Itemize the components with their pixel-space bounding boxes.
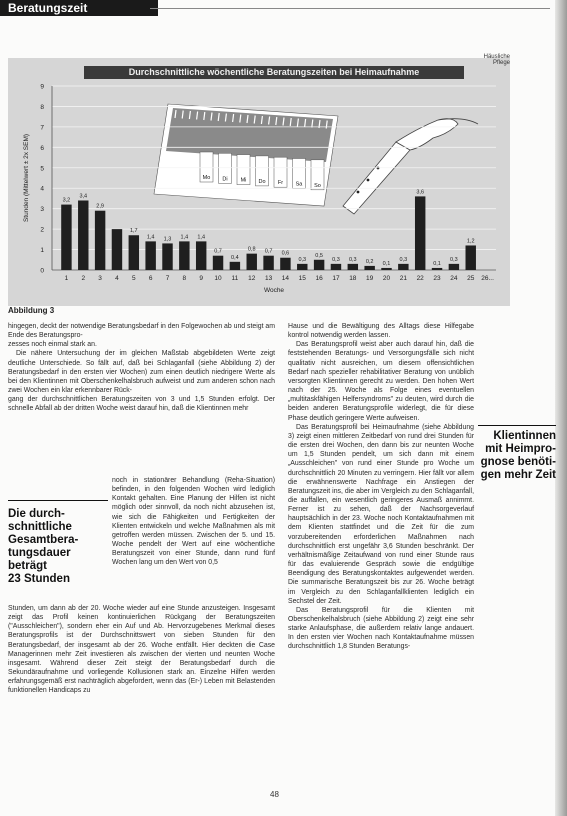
x-tick-label: 2 bbox=[81, 275, 86, 282]
data-label: 2,9 bbox=[96, 203, 104, 210]
page-edge-shadow bbox=[555, 0, 567, 816]
y-tick-label: 3 bbox=[40, 206, 44, 214]
x-tick-label: 11 bbox=[231, 275, 239, 282]
data-label: 3,6 bbox=[416, 189, 425, 196]
paragraph: noch in stationärer Behandlung (Reha-Situation) befinden, in den folgenden Wochen wird lediglich Kontakt gehalten. Eine Planung der Hilfen ist nicht möglich oder sinnvoll, da noch nicht abzusehen ist, wie sich die Fähigkeiten und Fertigkeiten der Klienten entwickeln und welche Maßnahmen als mit getroffen werden müssen. Zwischen der 5. und 15. Woche pendelt der Wert auf eine wöchentliche Beratungszeit von einer Stunde, dann rund fünf Wochen lang um den Wert von 0,5 bbox=[112, 477, 275, 567]
data-label: 1,4 bbox=[180, 234, 189, 241]
data-label: 0,1 bbox=[382, 260, 391, 267]
bar bbox=[61, 205, 71, 270]
bar bbox=[348, 264, 358, 270]
data-label: 0,7 bbox=[214, 248, 222, 255]
pull-quote-line: 23 Stunden bbox=[8, 573, 70, 585]
pull-quote-line: mit Heimpro- bbox=[485, 443, 556, 455]
bar bbox=[162, 243, 172, 270]
x-tick-label: 12 bbox=[248, 275, 256, 282]
x-axis-label: Woche bbox=[263, 287, 285, 294]
y-tick-label: 5 bbox=[40, 165, 44, 173]
bar bbox=[112, 229, 122, 270]
bar bbox=[145, 241, 155, 270]
data-label: 0,5 bbox=[315, 252, 323, 259]
data-label: 0,3 bbox=[298, 256, 307, 263]
pull-quote-right bbox=[478, 430, 556, 482]
x-tick-label: 26... bbox=[481, 275, 494, 282]
x-tick-label: 13 bbox=[264, 275, 273, 282]
x-tick-label: 21 bbox=[399, 275, 407, 282]
x-tick-label: 25 bbox=[467, 275, 475, 282]
x-tick-label: 6 bbox=[148, 275, 153, 282]
data-label: 0,7 bbox=[264, 248, 273, 255]
data-label: 1,7 bbox=[129, 228, 138, 235]
chart-title: Durchschnittliche wöchentliche Beratungszeiten bei Heimaufnahme bbox=[84, 66, 464, 79]
data-label: 0,3 bbox=[332, 256, 340, 263]
x-tick-label: 14 bbox=[281, 275, 290, 282]
x-tick-label: 15 bbox=[298, 275, 306, 282]
hand-illustration bbox=[343, 119, 478, 214]
calendar-illustration bbox=[154, 104, 338, 206]
pull-quote-line: gen mehr Zeit bbox=[480, 469, 556, 481]
x-tick-label: 1 bbox=[64, 275, 69, 282]
data-label: 1,2 bbox=[466, 238, 475, 245]
pull-quote-left bbox=[8, 508, 108, 586]
bar-chart bbox=[8, 58, 510, 306]
x-tick-label: 22 bbox=[416, 275, 424, 282]
bar bbox=[280, 258, 290, 270]
calendar-day-label: Mo bbox=[202, 175, 211, 181]
text-column-left-top bbox=[8, 322, 275, 414]
calendar-day-label: Fr bbox=[277, 180, 284, 187]
paragraph: Das Beratungsprofil weist aber auch darauf hin, daß die feststehenden Beratungs- und Versorgungsfälle sich nicht qualitativ nicht ausreichen, um diesem offensichtlichen Bedarf nach spezieller rehabilitativer Beratung von unüblich versorgten Klientinnen gerecht zu werden. Den hohen Wert nach der 25. Woche als Folge eines eventuellen „multitaskfähigen Helfersyndroms" zu deuten, wird durch die beiden anderen Beratungsprofile widerlegt, die für diese Phase deutlich geringere Werte aufweisen. bbox=[288, 341, 474, 422]
chart-logo: Häusliche Pflege bbox=[483, 54, 510, 66]
sidebar-rule bbox=[478, 425, 556, 426]
data-label: 1,4 bbox=[146, 234, 155, 241]
bar bbox=[179, 241, 189, 270]
bar bbox=[364, 266, 374, 270]
figure-caption: Abbildung 3 bbox=[8, 306, 55, 315]
x-tick-label: 24 bbox=[450, 275, 458, 282]
data-label: 0,6 bbox=[281, 250, 290, 257]
data-label: 0,4 bbox=[231, 254, 239, 261]
sidebar-rule bbox=[8, 500, 108, 501]
bar bbox=[247, 254, 257, 270]
y-tick-label: 0 bbox=[40, 267, 44, 275]
x-tick-label: 4 bbox=[115, 275, 119, 282]
pull-quote-line: Die durch- bbox=[8, 508, 65, 520]
x-tick-label: 23 bbox=[433, 275, 441, 282]
x-tick-label: 10 bbox=[214, 275, 222, 282]
data-label: 3,2 bbox=[62, 197, 71, 204]
pull-quote-line: schnittliche bbox=[8, 521, 72, 533]
y-tick-label: 2 bbox=[40, 226, 44, 234]
text-column-left-bottom bbox=[8, 604, 275, 696]
calendar-day-label: Mi bbox=[240, 177, 247, 184]
data-label: 1,3 bbox=[163, 236, 172, 243]
paragraph: Das Beratungsprofil für die Klienten mit Oberschenkelhalsbruch (siehe Abbildung 2) zeigt eine sehr starke Anlaufsphase, die außerdem relativ lange andauert. In den ersten vier Wochen nach Kontaktaufnahme müssen durchschnittlich 1,8 Stunden Beratungs- bbox=[288, 606, 474, 651]
pull-quote-line: beträgt bbox=[8, 560, 47, 572]
data-label: 1,4 bbox=[197, 234, 206, 241]
bar bbox=[466, 245, 476, 270]
x-tick-label: 19 bbox=[366, 275, 374, 282]
data-label: 0,8 bbox=[247, 246, 256, 253]
x-tick-label: 8 bbox=[182, 275, 187, 282]
x-tick-label: 20 bbox=[382, 275, 391, 282]
pull-quote-line: gnose benöti- bbox=[480, 456, 556, 468]
bar bbox=[230, 262, 240, 270]
data-label: 0,3 bbox=[450, 256, 458, 263]
bar bbox=[314, 260, 324, 270]
paragraph: gang der durchschnittlichen Beratungszeiten von 3 und 1,5 Stunden erfolgt. Der schnelle Abfall ab der dritten Woche weist darauf hin, daß die Klientinnen mehr bbox=[8, 396, 275, 413]
paragraph: Stunden, um dann ab der 20. Woche wieder auf eine Stunde anzusteigen. Insgesamt zeigt das Profil keinen kontinuierlichen Rückgang der Beratungszeiten ("Ausschleichen"), sondern eher ein Auf und Ab. Hervorzugebenes Merkmal dieses Beratungsprofils ist der Durchschnittswert von sieben Stunden für den Beratungsbedarf, der insgesamt ab der 26. Woche entfällt. Hier deckten die Case Managerinnen mehr Zeit investieren als zwischen der vierten und neunten Woche insgesamt. Während dieser Zeit steigt der Beratungsbedarf durch die Sekundäraufnahme und vorliegende Kollusionen stark an. Einzelne Hilfen werden erfahrungsgemäß erst nachträglich abgefordert, wenn das (Er-) Leben mit Belastenden funktionellen Handicaps zu bbox=[8, 605, 275, 695]
paragraph: Das Beratungsprofil bei Heimaufnahme (siehe Abbildung 3) zeigt einen mittleren Zeitbedarf von rund drei Stunden für die ersten drei Wochen, den dann bis zur neunten Woche um 1,5 Stunden pendelt, um sich dann mit einem „Ausschleichen" von rund einer Stunde pro Woche um durchschnittlich 20 Minuten zu verringern. Hier fällt vor allem die erwähnenswerte Nachfrage ein Anstiegen der Beratungszeit ins, die aber im Vergleich zu den Schlaganfall, die auffallen, ein wesentlich geringeres Ausmaß annimmt. Ferner ist zu sehen, daß der Nachsorgeverlauf hauptsächlich in der 23. Woche noch Kontaktaufnahmen mit dem Klienten stattfindet und die Zeit für die zum vorzubereitenden erforderlichen Maßnahmen nach durchschnittlich erst ungefähr 3,6 Stunden beschränkt. Der verhältnismäßige Zeitaufwand von rund einer Stunde raus für das evaluierende Gespräch sowie die endgültige Beendigung des Beratungskontaktes aufgewendet werden. Die summarische Beratungszeit bis zur 26. Woche beträgt im Vergleich zu den Schlaganfallklienten lediglich ein Sechstel der Zeit. bbox=[288, 423, 474, 605]
x-tick-label: 16 bbox=[315, 275, 323, 282]
pull-quote-line: Gesamtbera- bbox=[8, 534, 79, 546]
y-tick-label: 8 bbox=[40, 103, 44, 111]
data-label: 0,3 bbox=[399, 256, 408, 263]
bar bbox=[432, 268, 442, 270]
x-tick-label: 18 bbox=[349, 275, 357, 282]
data-label: 0,3 bbox=[348, 256, 357, 263]
bar bbox=[449, 264, 459, 270]
y-tick-label: 6 bbox=[40, 144, 44, 152]
y-tick-label: 1 bbox=[40, 247, 44, 255]
page-number: 48 bbox=[270, 790, 279, 799]
paragraph: zesses noch einmal stark an. bbox=[8, 341, 97, 349]
data-label: 0,1 bbox=[433, 260, 441, 267]
header-rule bbox=[150, 8, 550, 9]
bar bbox=[415, 196, 425, 270]
x-tick-label: 5 bbox=[131, 275, 136, 282]
bar bbox=[213, 256, 223, 270]
data-label: 3,4 bbox=[79, 193, 88, 200]
y-tick-label: 4 bbox=[40, 185, 44, 193]
bar bbox=[196, 241, 206, 270]
bar bbox=[398, 264, 408, 270]
paragraph: Hause und die Bewältigung des Alltags diese Hilfegabe kontrol notwendig werden lassen. bbox=[288, 323, 474, 340]
bar bbox=[263, 256, 273, 270]
bar bbox=[95, 211, 105, 270]
x-tick-label: 17 bbox=[332, 275, 340, 282]
calendar-day-label: Sa bbox=[295, 181, 303, 188]
x-tick-label: 3 bbox=[98, 275, 102, 282]
bar bbox=[381, 268, 391, 270]
x-tick-label: 7 bbox=[165, 275, 170, 282]
y-tick-label: 7 bbox=[40, 124, 44, 132]
text-column-right bbox=[288, 322, 474, 652]
calendar-day-label: Do bbox=[258, 178, 266, 185]
y-tick-label: 9 bbox=[40, 83, 44, 91]
bar bbox=[297, 264, 307, 270]
calendar-day-label: So bbox=[314, 182, 321, 189]
calendar-day-label: Di bbox=[222, 176, 228, 183]
bar bbox=[78, 200, 88, 270]
y-axis-label: Stunden (Mittelwert ± 2x SEM) bbox=[23, 133, 30, 223]
section-header: Beratungszeit bbox=[0, 0, 158, 16]
text-column-left-mid bbox=[112, 476, 275, 568]
bar bbox=[129, 235, 139, 270]
bar bbox=[331, 264, 341, 270]
pull-quote-line: Klientinnen bbox=[493, 430, 556, 442]
paragraph: hingegen, deckt der notwendige Beratungsbedarf in den Folgewochen ab und steigt am Ende des Beratungspro- bbox=[8, 323, 276, 340]
data-label: 0,2 bbox=[365, 258, 374, 265]
x-tick-label: 9 bbox=[199, 275, 204, 282]
paragraph: Die nähere Untersuchung der im gleichen Maßstab abgebildeten Werte zeigt deutliche Unterschiede. So fällt auf, daß bei Schlaganfall (siehe Abbildung 2) der Beratungsbedarf in den ersten vier Wochen) zum einen deutlich niedrigere Werte als bei den Klientinnen mit Oberschenkelhalsbruch aufweist und zum anderen schon nach zwei Wochen ein klar erkennbarer Rück- bbox=[8, 350, 275, 395]
pull-quote-line: tungsdauer bbox=[8, 547, 71, 559]
